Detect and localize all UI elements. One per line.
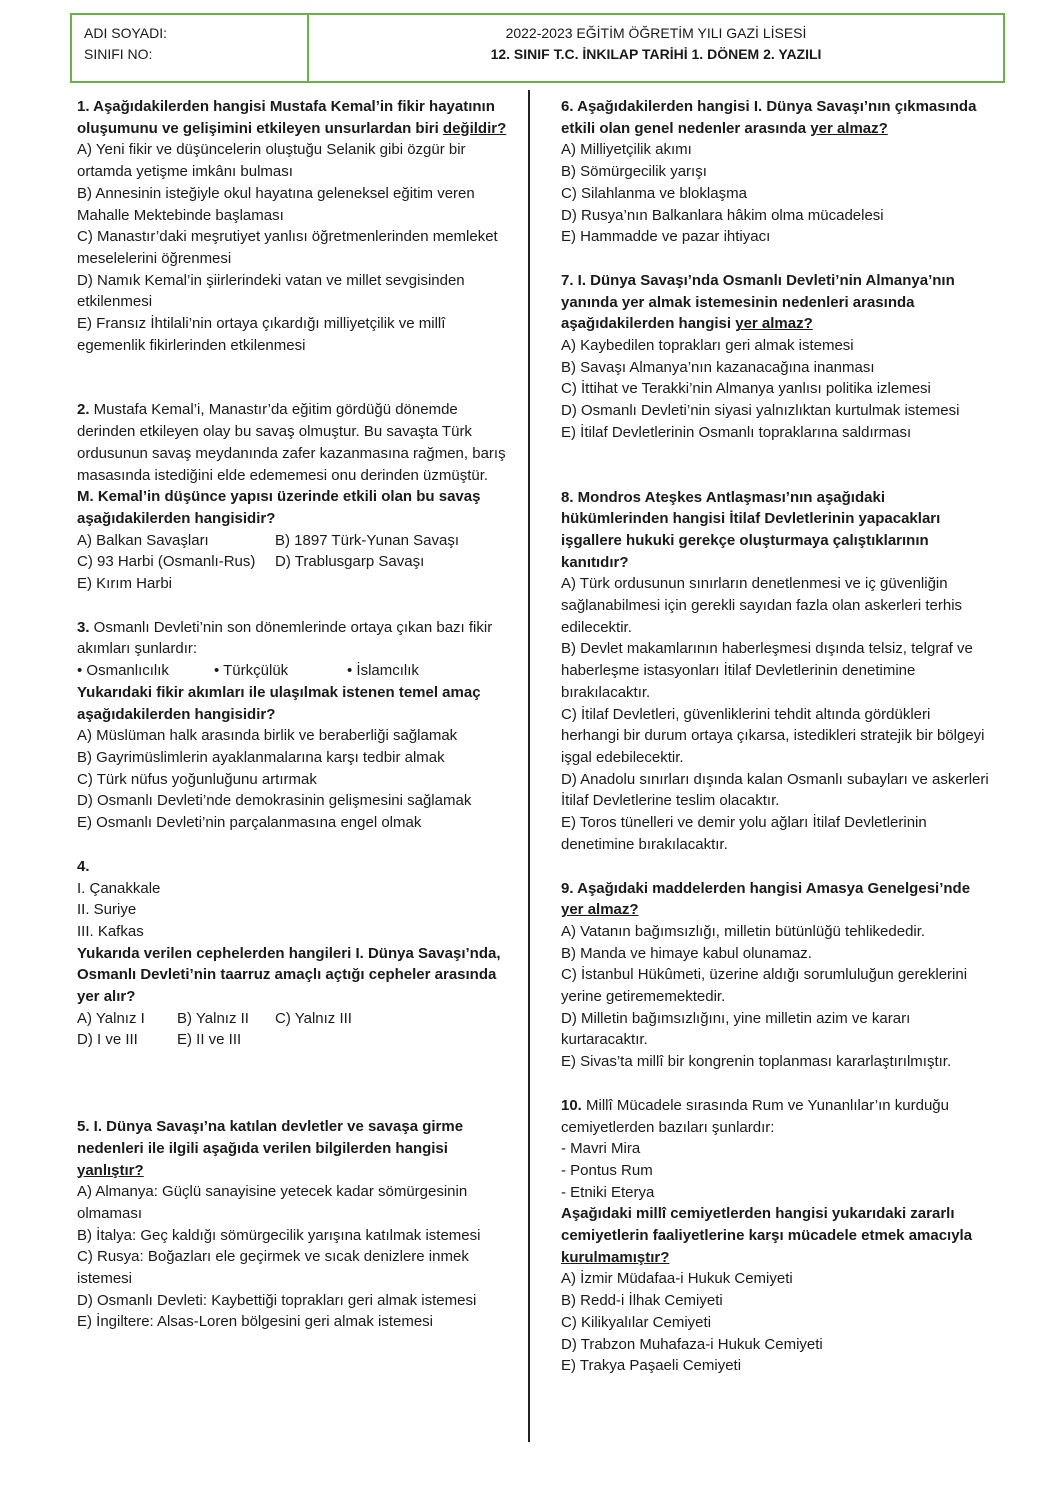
option-e[interactable]: E) Osmanlı Devleti’nin parçalanmasına engel olmak bbox=[77, 814, 422, 832]
question-10-text: 10. Millî Mücadele sırasında Rum ve Yunanlılar’ın kurduğu cemiyetlerden bazıları şunlardır: bbox=[561, 1096, 949, 1136]
item-1: - Mavri Mira bbox=[561, 1140, 641, 1158]
option-b[interactable]: B) Sömürgecilik yarışı bbox=[561, 163, 707, 181]
question-4-number: 4. bbox=[77, 857, 90, 875]
question-8 bbox=[561, 487, 991, 856]
option-b[interactable]: B) Savaşı Almanya’nın kazanacağına inanması bbox=[561, 358, 875, 376]
option-d[interactable]: D) Milletin bağımsızlığını, yine milletin azim ve kararı kurtaracaktır. bbox=[561, 1009, 911, 1049]
option-b[interactable]: B) Manda ve himaye kabul olunamaz. bbox=[561, 944, 812, 962]
option-e[interactable]: E) Trakya Paşaeli Cemiyeti bbox=[561, 1357, 742, 1375]
question-8-stem: 8. Mondros Ateşkes Antlaşması’nın aşağıdaki hükümlerinden hangisi İtilaf Devletlerinin yapacakları işgallere hukuki gerekçe oluşturmaya çalıştıklarının kanıtıdır? bbox=[561, 488, 941, 571]
option-c[interactable]: C) İttihat ve Terakki’nin Almanya yanlısı politika izlemesi bbox=[561, 380, 931, 398]
option-b[interactable]: B) Yalnız II bbox=[177, 1009, 249, 1027]
item-3: - Etniki Eterya bbox=[561, 1183, 655, 1201]
question-1 bbox=[77, 96, 517, 356]
option-e[interactable]: E) İtilaf Devletlerinin Osmanlı topraklarına saldırması bbox=[561, 423, 912, 441]
question-1-stem: 1. Aşağıdakilerden hangisi Mustafa Kemal’in fikir hayatının oluşumunu ve gelişimini etkileyen unsurlardan biri değildir? bbox=[77, 98, 507, 137]
option-c[interactable]: C) 93 Harbi (Osmanlı-Rus) bbox=[77, 553, 256, 571]
question-10 bbox=[561, 1095, 991, 1377]
item-2: • Türkçülük bbox=[214, 662, 289, 680]
option-c[interactable]: C) Türk nüfus yoğunluğunu artırmak bbox=[77, 770, 317, 788]
option-c[interactable]: C) Silahlanma ve bloklaşma bbox=[561, 184, 747, 202]
option-e[interactable]: E) Hammadde ve pazar ihtiyacı bbox=[561, 228, 771, 246]
option-d[interactable]: D) Anadolu sınırları dışında kalan Osmanlı subayları ve askerleri İtilaf Devletlerine teslim olacaktır. bbox=[561, 770, 989, 810]
question-10-stem: Aşağıdaki millî cemiyetlerden hangisi yukarıdaki zararlı cemiyetlerin faaliyetlerine karşı mücadele etmek amacıyla kurulmamıştır? bbox=[561, 1205, 973, 1266]
option-a[interactable]: A) Türk ordusunun sınırların denetlenmesi ve iç güvenliğin sağlanabilmesi için gerekli sayıdan fazla olan askerleri terhis edilecektir. bbox=[561, 575, 963, 636]
item-1: • Osmanlıcılık bbox=[77, 662, 169, 680]
question-2-text: 2. Mustafa Kemal’i, Manastır’da eğitim gördüğü dönemde derinden etkileyen olay bu savaş olmuştur. Bu savaşta Türk ordusunun savaş meydanında zafer kazanmasına rağmen, barış masasında istediğini elde edememesi onu derinden üzmüştür. bbox=[77, 401, 506, 484]
item-2: - Pontus Rum bbox=[561, 1161, 653, 1179]
option-c[interactable]: C) İtilaf Devletleri, güvenliklerini tehdit altında gördükleri herhangi bir durum ortaya çıkarsa, istedikleri stratejik bir bölgeyi işgal edebilecektir. bbox=[561, 705, 985, 766]
option-b[interactable]: B) Devlet makamlarının haberleşmesi dışında telsiz, telgraf ve haberleşme istasyonları İtilaf Devletlerinin denetimine bırakılacaktır. bbox=[561, 640, 973, 701]
option-a[interactable]: A) Müslüman halk arasında birlik ve beraberliği sağlamak bbox=[77, 727, 458, 745]
question-6-stem: 6. Aşağıdakilerden hangisi I. Dünya Savaşı’nın çıkmasında etkili olan genel nedenler arasında yer almaz? bbox=[561, 98, 977, 137]
question-4-stem: Yukarıda verilen cephelerden hangileri I. Dünya Savaşı’nda, Osmanlı Devleti’nin taarruz amaçlı açtığı cepheler arasında yer alır? bbox=[77, 944, 501, 1006]
question-5 bbox=[77, 1116, 517, 1333]
column-divider bbox=[528, 90, 530, 1442]
question-3-text: 3. Osmanlı Devleti’nin son dönemlerinde ortaya çıkan bazı fikir akımları şunlardır: bbox=[77, 618, 493, 658]
name-label: ADI SOYADI: bbox=[84, 25, 167, 41]
option-b[interactable]: B) 1897 Türk-Yunan Savaşı bbox=[275, 531, 459, 549]
right-column bbox=[561, 96, 991, 1377]
option-c[interactable]: C) Kilikyalılar Cemiyeti bbox=[561, 1313, 712, 1331]
school-line: 2022-2023 EĞİTİM ÖĞRETİM YILI GAZİ LİSESİ bbox=[505, 25, 807, 41]
option-a[interactable]: A) Almanya: Güçlü sanayisine yetecek kadar sömürgesinin olmaması bbox=[77, 1183, 468, 1222]
question-9 bbox=[561, 878, 991, 1073]
option-b[interactable]: B) Gayrimüslimlerin ayaklanmalarına karşı tedbir almak bbox=[77, 748, 445, 766]
option-b[interactable]: B) Redd-i İlhak Cemiyeti bbox=[561, 1292, 723, 1310]
class-label: SINIFI NO: bbox=[84, 46, 153, 62]
option-a[interactable]: A) Yalnız I bbox=[77, 1009, 145, 1027]
option-d[interactable]: D) Trabzon Muhafaza-i Hukuk Cemiyeti bbox=[561, 1335, 823, 1353]
option-d[interactable]: D) Osmanlı Devleti’nin siyasi yalnızlıktan kurtulmak istemesi bbox=[561, 402, 960, 420]
left-column bbox=[77, 96, 517, 1333]
question-3-stem: Yukarıdaki fikir akımları ile ulaşılmak istenen temel amaç aşağıdakilerden hangisidir? bbox=[77, 683, 481, 723]
option-c[interactable]: C) İstanbul Hükûmeti, üzerine aldığı sorumluluğun gereklerini yerine getirememektedir. bbox=[561, 966, 968, 1006]
item-3: • İslamcılık bbox=[347, 662, 419, 680]
question-2 bbox=[77, 399, 517, 594]
exam-name-line: 12. SINIF T.C. İNKILAP TARİHİ 1. DÖNEM 2. YAZILI bbox=[490, 46, 822, 62]
option-a[interactable]: A) Vatanın bağımsızlığı, milletin bütünlüğü tehlikededir. bbox=[561, 922, 926, 940]
question-2-stem: M. Kemal’in düşünce yapısı üzerinde etkili olan bu savaş aşağıdakilerden hangisidir? bbox=[77, 488, 481, 527]
exam-header bbox=[70, 13, 1005, 83]
option-a[interactable]: A) İzmir Müdafaa-i Hukuk Cemiyeti bbox=[561, 1270, 793, 1288]
question-6 bbox=[561, 96, 991, 248]
option-b[interactable]: B) Annesinin isteğiyle okul hayatına geleneksel eğitim veren Mahalle Mektebinde başlaması bbox=[77, 184, 475, 224]
option-d[interactable]: D) Namık Kemal’in şiirlerindeki vatan ve millet sevgisinden etkilenmesi bbox=[77, 271, 465, 311]
question-9-stem: 9. Aşağıdaki maddelerden hangisi Amasya Genelgesi’nde yer almaz? bbox=[561, 879, 971, 919]
option-d[interactable]: D) Trablusgarp Savaşı bbox=[275, 553, 425, 571]
option-c[interactable]: C) Manastır’daki meşrutiyet yanlısı öğretmenlerinden memleket meselelerini öğrenmesi bbox=[77, 228, 498, 267]
option-b[interactable]: B) İtalya: Geç kaldığı sömürgecilik yarışına katılmak istemesi bbox=[77, 1226, 481, 1244]
question-7-stem: 7. I. Dünya Savaşı’nda Osmanlı Devleti’nin Almanya’nın yanında yer almak istemesinin nedenleri arasında aşağıdakilerden hangisi yer almaz? bbox=[561, 271, 955, 333]
item-1: I. Çanakkale bbox=[77, 879, 161, 897]
option-c[interactable]: C) Rusya: Boğazları ele geçirmek ve sıcak denizlere inmek istemesi bbox=[77, 1248, 469, 1288]
item-2: II. Suriye bbox=[77, 901, 137, 919]
option-c[interactable]: C) Yalnız III bbox=[275, 1009, 352, 1027]
option-e[interactable]: E) Fransız İhtilali’nin ortaya çıkardığı milliyetçilik ve millî egemenlik fikirlerinden etkilenmesi bbox=[77, 315, 446, 354]
option-a[interactable]: A) Yeni fikir ve düşüncelerin oluştuğu Selanik gibi özgür bir ortamda yetişme imkânı bulması bbox=[77, 141, 466, 181]
option-e[interactable]: E) İngiltere: Alsas-Loren bölgesini geri almak istemesi bbox=[77, 1313, 433, 1331]
option-a[interactable]: A) Kaybedilen toprakları geri almak istemesi bbox=[561, 337, 854, 355]
question-5-stem: 5. I. Dünya Savaşı’na katılan devletler ve savaşa girme nedenleri ile ilgili aşağıda verilen bilgilerden hangisi yanlıştır? bbox=[77, 1118, 464, 1179]
option-a[interactable]: A) Balkan Savaşları bbox=[77, 531, 209, 549]
exam-title bbox=[309, 15, 1003, 81]
option-e[interactable]: E) Toros tünelleri ve demir yolu ağları İtilaf Devletlerinin denetimine bırakılacaktır. bbox=[561, 814, 927, 853]
option-e[interactable]: E) Sivas’ta millî bir kongrenin toplanması kararlaştırılmıştır. bbox=[561, 1053, 952, 1071]
question-7 bbox=[561, 270, 991, 444]
option-e[interactable]: E) Kırım Harbi bbox=[77, 575, 173, 593]
option-a[interactable]: A) Milliyetçilik akımı bbox=[561, 141, 692, 159]
question-4 bbox=[77, 856, 517, 1051]
item-3: III. Kafkas bbox=[77, 922, 144, 940]
option-d[interactable]: D) Osmanlı Devleti’nde demokrasinin gelişmesini sağlamak bbox=[77, 792, 472, 810]
question-3 bbox=[77, 617, 517, 834]
option-d[interactable]: D) Osmanlı Devleti: Kaybettiği toprakları geri almak istemesi bbox=[77, 1291, 477, 1309]
student-info bbox=[72, 15, 309, 81]
option-e[interactable]: E) II ve III bbox=[177, 1031, 242, 1049]
option-d[interactable]: D) Rusya’nın Balkanlara hâkim olma mücadelesi bbox=[561, 206, 884, 224]
option-d[interactable]: D) I ve III bbox=[77, 1031, 138, 1049]
